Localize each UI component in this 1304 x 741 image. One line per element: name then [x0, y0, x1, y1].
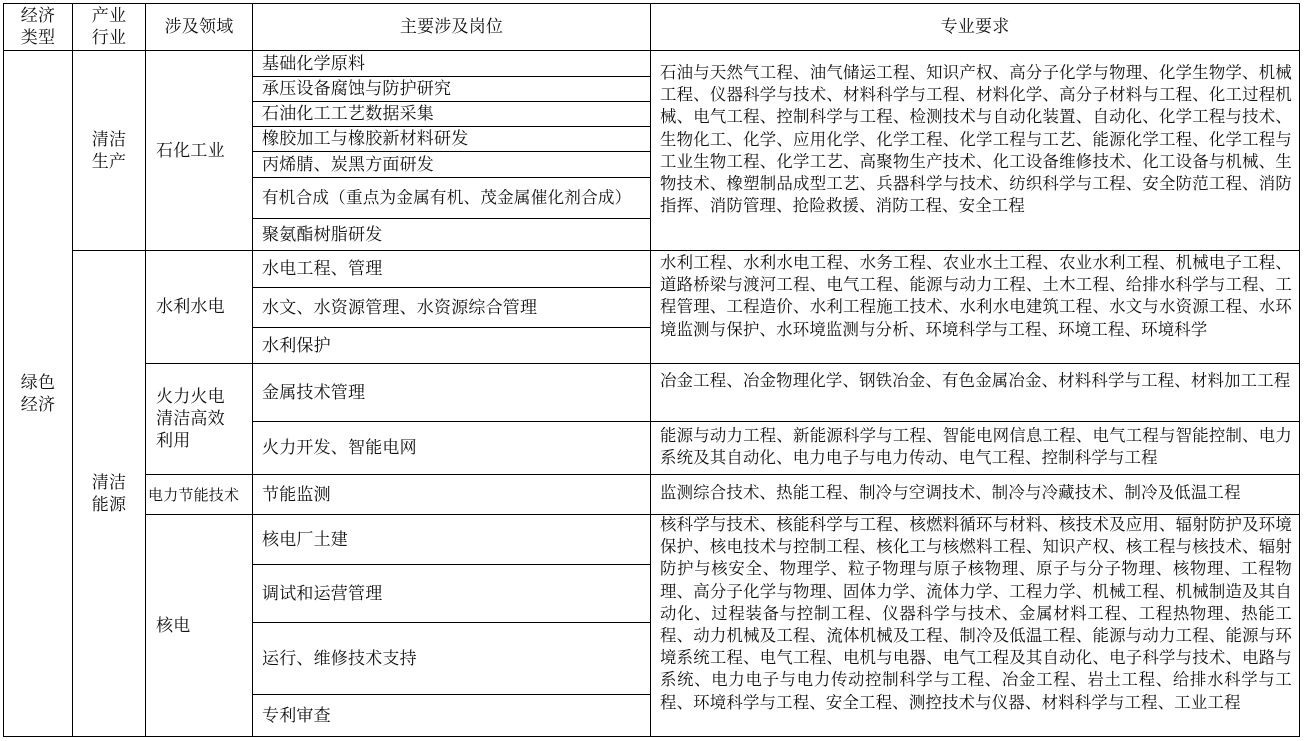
industry-clean-energy: 清洁 能源: [91, 472, 127, 515]
header-positions: 主要涉及岗位: [399, 17, 504, 37]
field-power-saving: 电力节能技术: [148, 485, 240, 504]
requirement-nuclear: 核科学与技术、核能科学与工程、核燃料循环与材料、核技术及应用、辐射防护及环境保护、核电技术与控制工程、核化工与核燃料工程、知识产权、核工程与核技术、辐射防护与核安全、物理学、粒子物理与原子核物理、原子与分子物理、核物理、工程物理、高分子化学与物理、固体力学、流体力学、工程力学、机械工程、机械制造及其自动化、过程装备与控制工程、仪器科学与技术、金属材料工程、工程热物理、热能工程、动力机械及工程、流体机械及工程、制冷及低温工程、能源与动力工程、能源与环境系统工程、电气工程、电机与电器、电气工程及其自动化、电子科学与技术、电路与系统、电力电子与电力传动控制科学与工程、冶金工程、岩土工程、给排水科学与工程、环境科学与工程、安全工程、测控技术与仪器、材料科学与工程、工业工程: [660, 515, 1292, 712]
requirement-thermal-metal: 冶金工程、冶金物理化学、钢铁冶金、有色金属冶金、材料科学与工程、材料加工工程: [660, 371, 1291, 390]
requirement-power-saving: 监测综合技术、热能工程、制冷与空调技术、制冷与冷藏技术、制冷及低温工程: [660, 483, 1241, 502]
position-item: 调试和运营管理: [262, 583, 383, 604]
header-field: 涉及领域: [164, 17, 234, 37]
position-item: 水文、水资源管理、水资源综合管理: [262, 297, 538, 318]
requirement-petrochem: 石油与天然气工程、油气储运工程、知识产权、高分子化学与物理、化学生物学、机械工程、仪器科学与技术、材料科学与工程、材料化学、高分子材料与工程、化工过程机械、电气工程、控制科学与工程、检测技术与自动化装置、自动化、化学工程与技术、生物化工、化学、应用化学、化学工程、化学工程与工艺、能源化学工程、化学工程与工业生物工程、化学工艺、高聚物生产技术、化工设备维修技术、化工设备与机械、生物技术、橡塑制品成型工艺、兵器科学与技术、纺织科学与工程、安全防范工程、消防指挥、消防管理、抢险救援、消防工程、安全工程: [660, 63, 1292, 216]
position-item: 承压设备腐蚀与防护研究: [262, 79, 452, 99]
position-item: 专利审查: [262, 705, 331, 726]
field-thermal: 火力火电 清洁高效 利用: [156, 387, 225, 451]
position-item: 有机合成（重点为金属有机、茂金属催化剂合成）: [262, 188, 632, 207]
position-item: 水利保护: [262, 335, 331, 356]
position-item: 石油化工工艺数据采集: [262, 104, 434, 124]
position-item: 基础化学原料: [262, 53, 366, 74]
econ-type-green: 绿色 经济: [20, 372, 56, 415]
industry-clean-production: 清洁 生产: [91, 129, 127, 172]
position-item: 火力开发、智能电网: [262, 438, 417, 458]
header-requirements: 专业要求: [940, 17, 1010, 37]
position-item: 运行、维修技术支持: [262, 648, 417, 669]
field-petrochem: 石化工业: [156, 140, 225, 161]
position-item: 金属技术管理: [262, 382, 366, 403]
position-item: 丙烯腈、炭黑方面研发: [262, 154, 434, 175]
position-item: 节能监测: [262, 484, 331, 505]
requirement-hydro: 水利工程、水利水电工程、水务工程、农业水土工程、农业水利工程、机械电子工程、道路桥梁与渡河工程、电气工程、能源与动力工程、土木工程、给排水科学与工程、工程管理、工程造价、水利工程施工技术、水利水电建筑工程、水文与水资源工程、水环境监测与保护、水环境监测与分析、环境科学与工程、环境工程、环境科学: [660, 253, 1292, 339]
position-item: 橡胶加工与橡胶新材料研发: [262, 129, 469, 149]
header-econ-type: 经济 类型: [20, 6, 56, 48]
field-nuclear: 核电: [156, 615, 191, 636]
requirement-thermal-grid: 能源与动力工程、新能源科学与工程、智能电网信息工程、电气工程与智能控制、电力系统及其自动化、电力电子与电力传动、电气工程、控制科学与工程: [660, 426, 1292, 468]
position-item: 核电厂土建: [262, 529, 348, 550]
position-item: 水电工程、管理: [262, 259, 383, 279]
field-hydro: 水利水电: [156, 297, 225, 317]
position-item: 聚氨酯树脂研发: [262, 224, 383, 245]
header-industry: 产业 行业: [91, 6, 127, 48]
